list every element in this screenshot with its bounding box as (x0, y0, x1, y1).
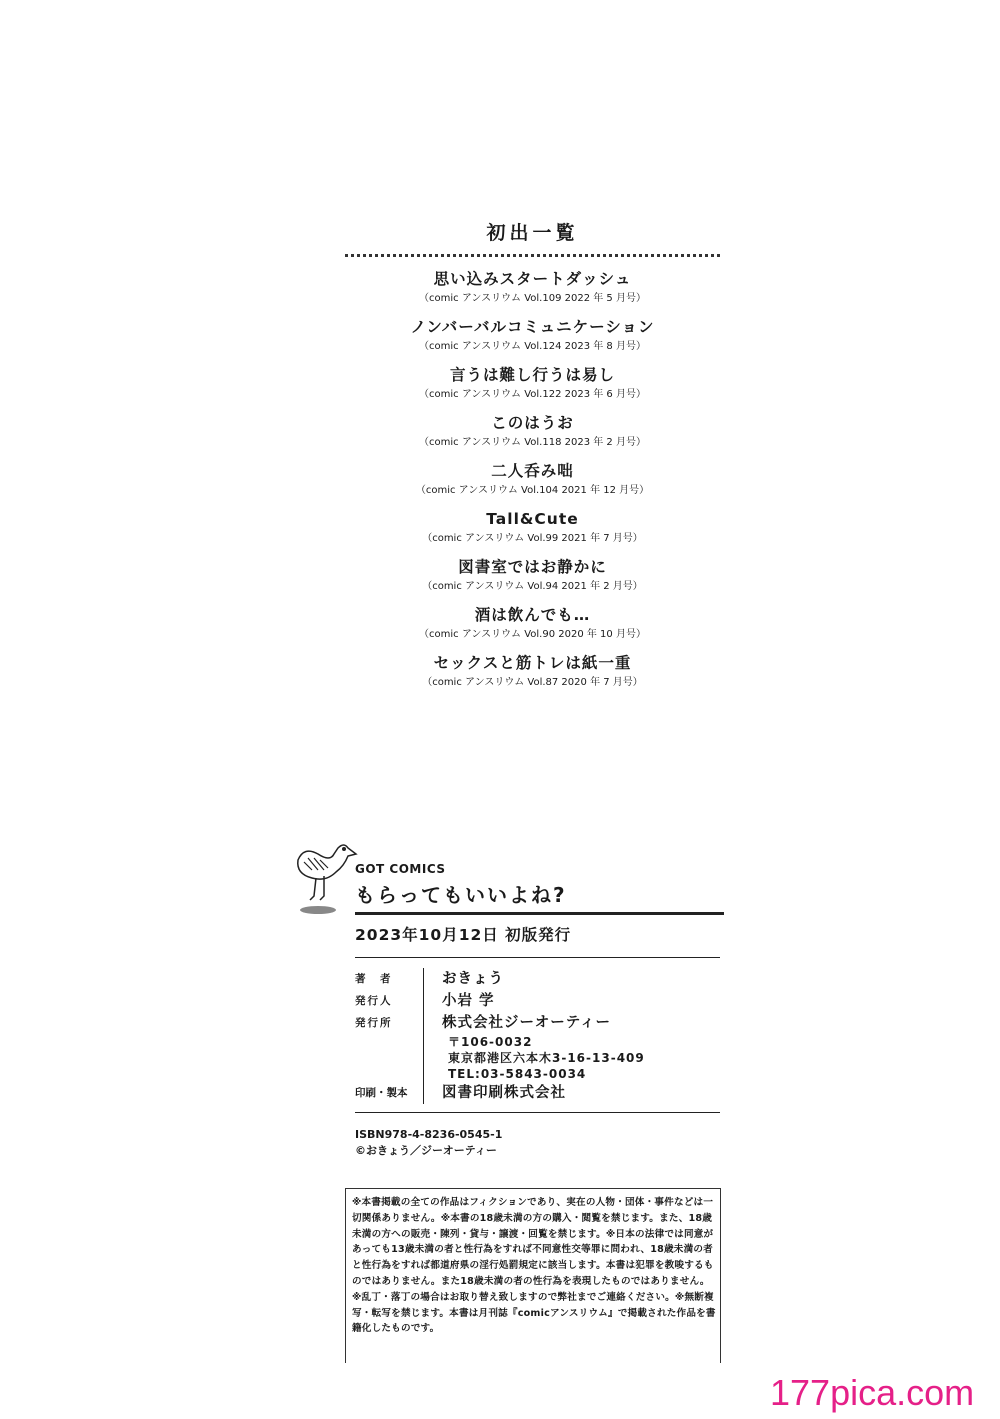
credit-row-publisher-person (355, 990, 720, 1012)
story-title: 思い込みスタートダッシュ (433, 270, 632, 288)
first-appearance-list (345, 220, 720, 699)
bird-mascot-icon (290, 832, 360, 918)
telephone: TEL:03-5843-0034 (448, 1067, 587, 1081)
postal-code: 〒106-0032 (448, 1035, 533, 1049)
toc-item (345, 555, 720, 603)
printer-name: 図書印刷株式会社 (442, 1085, 566, 1101)
isbn: ISBN978-4-8236-0545-1 (355, 1128, 503, 1141)
story-title: 二人呑み咄 (491, 462, 574, 480)
story-source: （comic アンスリウム Vol.122 2023 年 6 月号） (419, 389, 646, 400)
story-source: （comic アンスリウム Vol.104 2021 年 12 月号） (415, 485, 650, 496)
story-source: （comic アンスリウム Vol.90 2020 年 10 月号） (419, 629, 646, 640)
address: 東京都港区六本木3-16-13-409 (448, 1051, 645, 1065)
story-source: （comic アンスリウム Vol.87 2020 年 7 月号） (422, 677, 643, 688)
toc-item (345, 603, 720, 651)
credit-label: 印刷・製本 (355, 1087, 408, 1099)
toc-item (345, 315, 720, 363)
credit-row-author (355, 968, 720, 990)
divider (355, 1112, 720, 1113)
story-source: （comic アンスリウム Vol.99 2021 年 7 月号） (422, 533, 643, 544)
story-title: 図書室ではお静かに (458, 558, 607, 576)
dotted-divider (345, 254, 720, 257)
credit-label: 著 者 (355, 973, 393, 985)
story-title: ノンバーバルコミュニケーション (410, 318, 655, 336)
story-title: 言うは難し行うは易し (449, 366, 615, 384)
watermark: 177pica.com (770, 1372, 975, 1413)
toc-item (345, 363, 720, 411)
credit-row-printer (355, 1082, 720, 1104)
toc-title: 初出一覧 (486, 222, 579, 244)
toc-item (345, 459, 720, 507)
publisher-name: 株式会社ジーオーティー (442, 1015, 612, 1031)
publisher-person-name: 小岩 学 (442, 993, 495, 1009)
author-name: おきょう (442, 971, 504, 987)
toc-item (345, 651, 720, 699)
colophon (355, 860, 720, 1159)
credit-label: 発行人 (355, 995, 393, 1007)
story-title: 酒は飲んでも… (474, 606, 591, 624)
toc-item (345, 411, 720, 459)
copyright: ©おきょう／ジーオーティー (355, 1144, 497, 1157)
story-source: （comic アンスリウム Vol.118 2023 年 2 月号） (419, 437, 646, 448)
legal-notice: ※本書掲載の全ての作品はフィクションであり、実在の人物・団体・事件などは一切関係ありません。※本書の18歳未満の方の購入・閲覧を禁じます。また、18歳未満の方への販売・陳列・貸与・譲渡・回覧を禁じます。※日本の法律では同意があっても13歳未満の者と性行為をすれば不同意性交等罪に問われ、18歳未満の者と性行為をすれば都道府県の淫行処罰規定に該当します。本書は犯罪を教唆するものではありません。また18歳未満の者の性行為を表現したものではありません。※乱丁・落丁の場合はお取り替え致しますので弊社までご連絡ください。※無断複写・転写を禁じます。本書は月刊誌『comicアンスリウム』で掲載された作品を書籍化したものです。 (345, 1188, 721, 1363)
story-source: （comic アンスリウム Vol.94 2021 年 2 月号） (422, 581, 643, 592)
story-title: セックスと筋トレは紙一重 (433, 654, 632, 672)
credit-label: 発行所 (355, 1017, 393, 1029)
divider (355, 957, 720, 958)
toc-item (345, 507, 720, 555)
story-source: （comic アンスリウム Vol.109 2022 年 5 月号） (419, 293, 646, 304)
credit-row-publisher (355, 1012, 720, 1082)
toc-item (345, 267, 720, 315)
story-title: このはうお (491, 414, 574, 432)
imprint-label: GOT COMICS (355, 862, 446, 876)
credits-table (355, 968, 720, 1104)
book-title: もらってもいいよね? (355, 878, 724, 915)
publication-date: 2023年10月12日 初版発行 (355, 926, 572, 944)
story-title: Tall&Cute (486, 510, 579, 528)
publisher-block (442, 1012, 720, 1082)
story-source: （comic アンスリウム Vol.124 2023 年 8 月号） (419, 341, 646, 352)
